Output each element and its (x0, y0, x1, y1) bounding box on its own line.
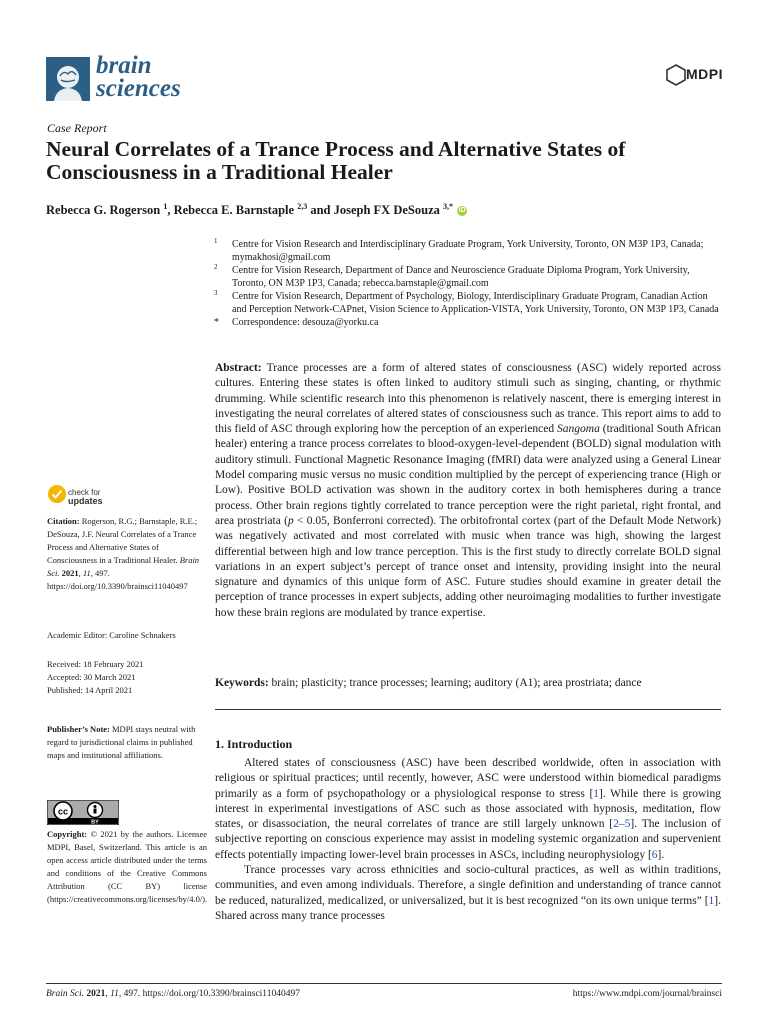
author-separator: , (167, 203, 174, 218)
citation-doi[interactable]: 497. https://doi.org/10.3390/brainsci11040497 (47, 568, 188, 591)
author-name[interactable]: Rebecca E. Barnstaple (173, 203, 295, 218)
orcid-icon[interactable]: iD (458, 207, 466, 215)
dates-block (47, 658, 207, 697)
citation-year: 2021 (59, 568, 79, 578)
affiliation-number: 2 (214, 263, 218, 271)
citation-label: Citation: (47, 516, 80, 526)
author-list (46, 202, 467, 218)
abstract (215, 361, 721, 621)
check-for-updates-icon[interactable] (47, 484, 67, 504)
affiliation-text: Centre for Vision Research and Interdisciplinary Graduate Program, York University, Toronto, ON M3P 1P3, Canada; mymakhosi@gmail.com (232, 239, 704, 263)
affiliation-item (214, 264, 724, 290)
cc-by-label: BY (91, 819, 99, 825)
affiliations (214, 238, 724, 329)
check-for-updates-line2: updates (68, 496, 103, 506)
academic-editor: Academic Editor: Caroline Schnakers (47, 630, 176, 640)
section-heading: 1. Introduction (215, 737, 293, 751)
paragraph-text: ]. The inclusion of subjective reporting on conscious experience may assist in modeling systemic organization and supervenient effects potentially impacting lower-level brain processes in ASCs, including neurophysiology [ (215, 818, 721, 861)
citation-volume: , 11, (78, 568, 93, 578)
abstract-italic: Sangoma (557, 423, 600, 436)
copyright-block (47, 828, 207, 906)
affiliation-text: Centre for Vision Research, Department of Psychology, Biology, Interdisciplinary Graduate Program, Canadian Action and Perception Network-CAPnet, Vision Science to Application-VISTA, York University, Toronto, ON M3P 1P3, Canada (232, 291, 719, 315)
abstract-italic: p (287, 514, 294, 527)
affiliation-item (214, 238, 724, 264)
author-name[interactable]: Rebecca G. Rogerson (46, 203, 161, 218)
published-date: Published: 14 April 2021 (47, 685, 133, 695)
author-affiliation-sup: 1 (163, 202, 168, 211)
article-title: Neural Correlates of a Trance Process and Alternative States of Consciousness in a Traditional Healer (46, 137, 626, 184)
paragraph-text: ]. While there is growing interest in experimental investigations of ASC such as those associated with hypnosis, meditation, flow states, or disassociation, the neural correlates of trance are still largely unknown [ (215, 787, 721, 831)
section-divider (215, 709, 721, 710)
citation-link[interactable]: 1 (708, 894, 715, 907)
cc-by-license-icon[interactable] (47, 800, 119, 825)
abstract-label: Abstract: (215, 362, 262, 374)
author-affiliation-sup: 2,3 (297, 202, 308, 211)
paragraph (215, 863, 721, 924)
introduction-body (215, 756, 721, 924)
paragraph-text: Trance processes vary across ethnicities and socio-cultural practices, as well as within traditions, communities, and even among individuals. Therefore, a single definition and understanding of trance cannot be reduced, naturalized, medicalized, or universalized, but it is best recognized “on its own unique terms” [ (215, 864, 721, 907)
footer-journal: Brain Sci. (46, 989, 84, 999)
copyright-label: Copyright: (47, 829, 88, 839)
correspondence-item (214, 316, 724, 329)
affiliation-text: Centre for Vision Research, Department of Dance and Neuroscience Graduate Diploma Program, York University, Toronto, ON M3P 1P3, Canada; rebecca.barnstaple@gmail.com (232, 265, 690, 289)
footer-year: 2021 (84, 989, 106, 999)
abstract-text: (traditional South African healer) entering a trance process correlates to blood-oxygen-level-dependent (BOLD) signal modulation with auditory stimuli. Functional Magnetic Resonance Imaging (fMRI) data were analyzed using a General Linear Model comparing music versus no music condition multiplied by the percept of experiencing trance (High or Low). Positive BOLD activation was shown in the auditory cortex in both hemispheres during a trance process. Other brain regions tightly correlated to trance perception were the right parietal, right frontal, and area prostriata ( (215, 423, 721, 527)
publishers-note-text: MDPI stays neutral with regard to jurisdictional claims in published maps and institutional affiliations. (47, 724, 196, 760)
citation-link[interactable]: 6 (651, 848, 658, 861)
accepted-date: Accepted: 30 March 2021 (47, 672, 136, 682)
publisher-name: MDPI (686, 66, 723, 82)
keywords (215, 676, 721, 691)
publishers-note-label: Publisher’s Note: (47, 724, 110, 734)
keywords-label: Keywords: (215, 677, 269, 689)
affiliation-number: 3 (214, 289, 218, 297)
citation-block (47, 515, 207, 593)
journal-name-line2: sciences (96, 75, 181, 102)
check-for-updates-label[interactable] (68, 488, 103, 506)
paragraph (215, 756, 721, 863)
citation-link[interactable]: 2–5 (613, 818, 631, 831)
correspondence-marker: * (214, 317, 219, 328)
footer-citation (46, 989, 300, 999)
footer-volume: , 11, (105, 989, 122, 999)
copyright-text: © 2021 by the authors. Licensee MDPI, Basel, Switzerland. This article is an open access article distributed under the terms and conditions of the Creative Commons Attribution (CC BY) license (https://creativecommons.org/licenses/by/4.0/). (47, 829, 208, 904)
correspondence-text: Correspondence: desouza@yorku.ca (232, 317, 379, 328)
journal-name-line1: brain (96, 52, 152, 79)
abstract-text: Trance processes are a form of altered states of consciousness (ASC) widely reported across cultures. Entering these states is often linked to auditory stimuli such as singing, chanting, or rhythmic drumming. While scientific research into this phenomenon is relatively nascent, there is emerging interest in investigating the neural correlates of altered states of consciousness such as trance. This report aims to add to this field of ASC through exploring how the perception of an experienced (215, 362, 721, 436)
author-affiliation-sup: 3,* (443, 202, 453, 211)
citation-link[interactable]: 1 (593, 787, 600, 800)
paragraph-text: ]. (657, 848, 665, 861)
footer-divider (46, 983, 722, 984)
abstract-text: < 0.05, Bonferroni corrected). The orbitofrontal cortex (part of the Default Mode Network) was negatively activated and most correlated with music when trance was high, showing the largest differential between high and low trance perception. This is the first study to directly correlate BOLD signal variations in an expert subject’s percept of trance onset and intensity, providing insight into the neural signature and dynamics of this unique form of ASC. Future studies should examine in greater detail the perception of trance processes in expert subjects, adding other neuroimaging modalities to further investigate how these brain regions are modulated by trance expertise. (215, 514, 722, 619)
keywords-text: brain; plasticity; trance processes; learning; auditory (A1); area prostriata; dance (268, 677, 642, 689)
received-date: Received: 18 February 2021 (47, 659, 144, 669)
author-separator: and (307, 203, 334, 218)
citation-text: Rogerson, R.G.; Barnstaple, R.E.; DeSouza, J.F. Neural Correlates of a Trance Process and Alternative States of Consciousness in a Traditional Healer. (47, 516, 198, 565)
svg-text:cc: cc (57, 806, 69, 817)
affiliation-number: 1 (214, 237, 218, 245)
author-name[interactable]: Joseph FX DeSouza (333, 203, 440, 218)
footer-journal-url[interactable]: https://www.mdpi.com/journal/brainsci (572, 989, 722, 999)
mdpi-logo-icon (666, 64, 686, 86)
publishers-note (47, 723, 207, 762)
affiliation-item (214, 290, 724, 316)
paragraph-text: ]. Shared across many trance processes (215, 894, 721, 922)
article-type: Case Report (47, 121, 107, 135)
check-for-updates-line1: check for (68, 488, 101, 497)
footer-doi[interactable]: 497. https://doi.org/10.3390/brainsci11040497 (121, 989, 300, 999)
citation-journal: Brain Sci. (47, 555, 200, 578)
journal-name (96, 54, 181, 100)
paragraph-text: Altered states of consciousness (ASC) have been described worldwide, often in association with religious or spiritual practices; until recently, however, ASC were understood within biomedical paradigms primarily as a form of psychopathology or a physiological response to stress [ (215, 757, 721, 800)
journal-logo-icon (46, 57, 90, 101)
